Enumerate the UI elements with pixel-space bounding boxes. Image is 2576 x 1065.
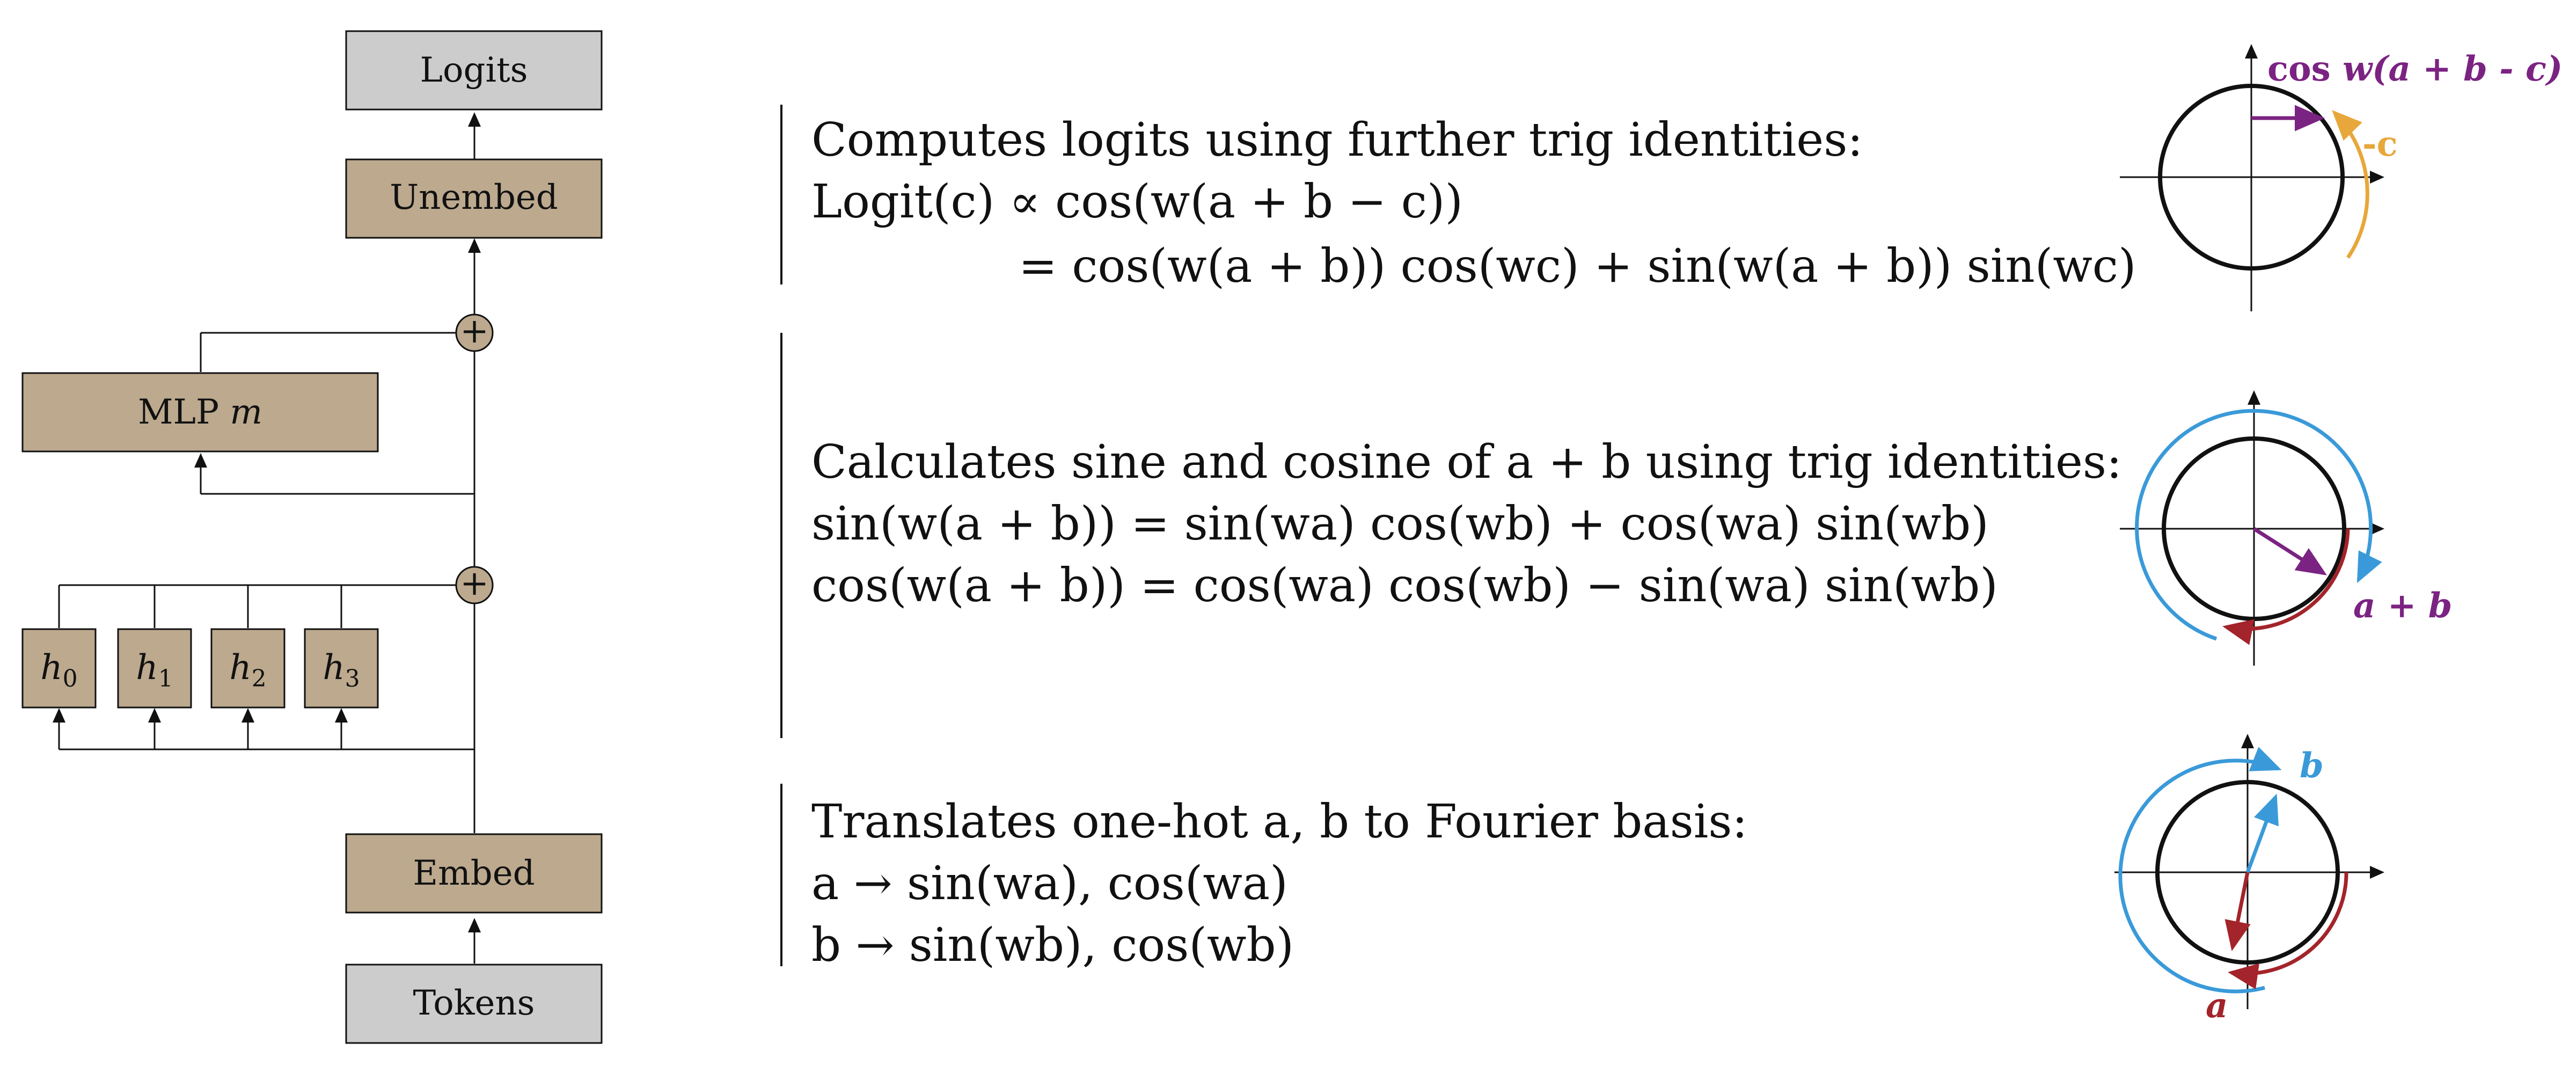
embed-box [346,834,602,913]
svg-text:+: + [460,311,489,351]
mid-line-3: cos(w(a + b)) = cos(wa) cos(wb) − sin(wa) sin(wb) [811,559,1998,612]
bottom-text-block [811,795,1747,972]
a-angle-arc-arrow [2231,872,2346,974]
top-line-2: Logit(c) ∝ cos(w(a + b − c)) [811,175,1463,229]
attention-head-1 [118,629,191,707]
top-text-block [811,113,2136,293]
add-node-heads [456,564,493,603]
unembed-box [346,159,602,238]
a-vector-arrow [2233,872,2248,947]
sum-vector-arrow [2254,529,2324,573]
top-line-3: = cos(w(a + b)) cos(wc) + sin(w(a + b)) sin(wc) [1019,239,2136,293]
top-line-1: Computes logits using further trig identities: [811,113,1863,167]
logits-box [346,31,602,110]
a-plus-b-label: a + b [2353,586,2453,626]
unembed-label: Unembed [390,178,558,217]
svg-text:h0: $h_0$ [40,648,78,692]
svg-text:+: + [460,564,489,603]
mid-unit-circle [2120,392,2452,666]
mlp-variable: m [230,392,263,432]
mlp-box [23,373,378,451]
svg-text:cos w(a + b - c) [2267,49,2563,89]
attention-head-3 [305,629,378,707]
b-label: b [2300,746,2324,786]
svg-text:h1: $h_1$ [136,648,173,692]
bottom-line-3: b → sin(wb), cos(wb) [811,918,1294,972]
bottom-unit-circle [2114,735,2383,1026]
svg-text:h2: $h_2$ [229,648,267,692]
mid-line-2: sin(w(a + b)) = sin(wa) cos(wb) + cos(wa) sin(wb) [811,497,1989,551]
attention-head-0 [23,629,96,707]
svg-text:h3: $h_3$ [323,648,360,692]
svg-text:MLP m [138,392,262,432]
logits-label: Logits [420,50,528,90]
mid-line-1: Calculates sine and cosine of a + b using trig identities: [811,435,2123,489]
mlp-label: MLP [137,392,219,432]
b-vector-arrow [2248,797,2275,872]
bottom-line-1: Translates one-hot a, b to Fourier basis: [811,795,1748,849]
cos-label: cos [2267,49,2331,89]
tokens-box [346,965,602,1043]
mid-text-block [811,435,2122,612]
attention-head-2 [211,629,284,707]
bottom-line-2: a → sin(wa), cos(wa) [811,857,1288,910]
cos-expression-label: w(a + b - c) [2342,49,2563,89]
top-unit-circle [2120,46,2563,311]
embed-label: Embed [413,854,535,893]
a-label: a [2206,986,2228,1026]
minus-c-label: -c [2362,124,2398,164]
tokens-label: Tokens [413,983,535,1023]
add-node-mlp [456,311,493,351]
